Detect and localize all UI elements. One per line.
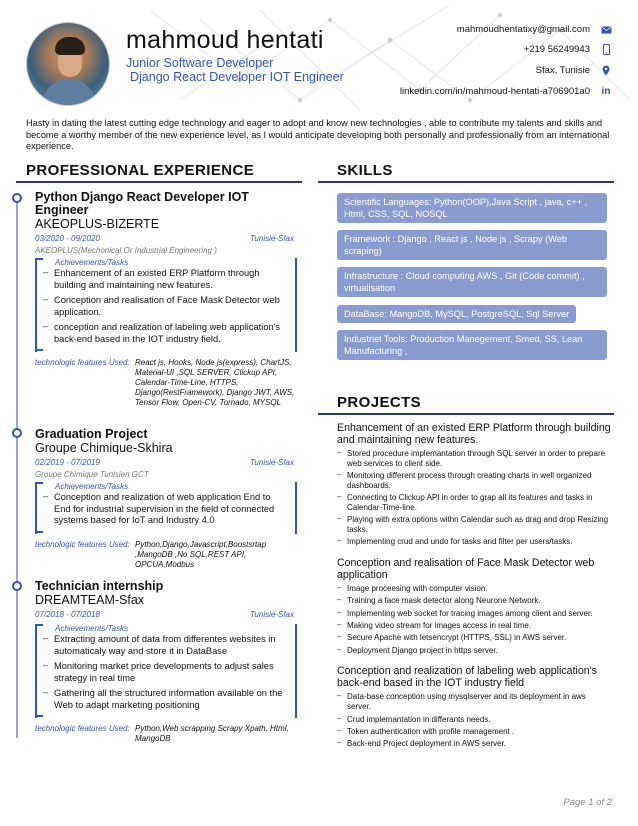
project-item: – Image proceesing with computer vision. xyxy=(337,584,612,594)
experience-entry xyxy=(35,580,297,744)
skills-rule xyxy=(318,181,614,183)
experience-entry xyxy=(35,428,297,570)
phone-text: +219 56249943 xyxy=(523,44,590,55)
project-item: – Stored procedure implemantation through SQL server in order to prepare web services to client side. xyxy=(337,449,612,469)
tech-value: React js, Hooks, Node js(express), ChartJS, Material-UI ,SQL SERVER, Clickup API, Calendar-Time-Line, HTTPS, Django(RestFramework), Django JWT, AWS, Tensor Flow, Open-CV, Tornado, MYSQL xyxy=(135,358,295,407)
task-item: – Conception and realization of web application End to End for industrial supervision in the field of connected systems based for IoT and Industry 4.0 xyxy=(43,492,287,527)
task-item: – Monitoring market price developments to adjust sales strategy in real time xyxy=(43,661,287,684)
envelope-icon xyxy=(600,26,612,34)
project-item: – Back-end Project deployment in AWS server. xyxy=(337,739,612,749)
project-items xyxy=(337,692,612,748)
location-pin-icon xyxy=(600,65,612,76)
tech-label: technologic features Used: xyxy=(35,539,130,549)
project-item: – Connecting to Clickup API in order to grap all its features and tasks in Calendar-Time-line. xyxy=(337,493,612,513)
job-location: Tunisie-Sfax xyxy=(250,234,294,243)
job-meta xyxy=(35,610,297,622)
achievements-label: Achievements/Tasks xyxy=(55,482,129,491)
linkedin-icon: in xyxy=(601,86,611,97)
phone-icon xyxy=(600,44,612,55)
job-dates: 02/2019 - 07/2019 xyxy=(35,458,100,467)
job-title: Graduation Project xyxy=(35,427,148,441)
job-subtitle: Junior Software Developer xyxy=(126,56,274,70)
timeline-dot xyxy=(12,428,22,438)
contact-email[interactable] xyxy=(457,24,612,35)
tech-used xyxy=(35,540,297,570)
skill-badge: DataBase: MangoDB, MySQL, PostgreSQL, Sql Server xyxy=(337,305,576,323)
page-number: Page 1 of 2 xyxy=(563,797,612,808)
job-meta xyxy=(35,234,297,246)
job-meta xyxy=(35,458,297,470)
project-items xyxy=(337,584,612,655)
contact-linkedin[interactable] xyxy=(400,86,612,97)
tech-label: technologic features Used: xyxy=(35,724,130,733)
skill-badge: Infrastructure : Cloud computing AWS , Git (Code commit) , virtualisation xyxy=(337,267,607,297)
experience-timeline xyxy=(16,198,18,738)
project-items xyxy=(337,449,612,547)
resume-header xyxy=(0,0,638,115)
project-item: – Training a face mask detector along Neurone Network. xyxy=(337,596,612,606)
project-item: – Secure Apache with letsencrypt (HTTPS, SSL) in AWS server. xyxy=(337,633,612,643)
job-title: Python Django React Developer IOT Engineer xyxy=(35,190,249,217)
job-company: Groupe Chimique-Skhira xyxy=(35,441,173,455)
project-item: – Token authentication with profile management . xyxy=(337,727,612,737)
task-item: – conception and realization of labeling web application's back-end based in the IOT industry field. xyxy=(43,322,287,345)
job-company: DREAMTEAM-Sfax xyxy=(35,593,145,607)
task-item: – Enhancement of an existed ERP Platform through building and maintaining new features. xyxy=(43,268,287,291)
job-subtitle-2: Django React Developer IOT Engineer xyxy=(130,70,344,84)
email-text: mahmoudhentatixy@gmail.com xyxy=(456,24,590,35)
task-item: – Extracting amount of data from differentes websites in automaticaly way and store it in DataBase xyxy=(43,634,287,657)
tech-value: Python,Django,Javascript,Boostsrtap ,MangoDB ,No SQL,REST API, OPCUA,Modbus xyxy=(135,539,267,569)
profile-summary: Hasty in dating the latest cutting edge technology and eager to adopt and know new technologies , able to contribute my talents and skills and become a worthy member of the new experience level, as I would anticipate developing both personally and professionally from an international experience. xyxy=(26,118,610,151)
timeline-dot xyxy=(12,581,22,591)
candidate-name: mahmoud hentati xyxy=(126,26,324,54)
projects-section-title: PROJECTS xyxy=(337,394,422,411)
job-dates: 03/2020 - 09/2020 xyxy=(35,234,100,243)
project-item: – Implementing web socket for tracing images among client and server. xyxy=(337,609,612,619)
job-dates: 07/2018 - 07/2018 xyxy=(35,610,100,619)
skill-badge: Framework : Django , React js , Node js , Scrapy (Web scraping) xyxy=(337,230,607,260)
tech-label: technologic features Used: xyxy=(35,358,130,367)
job-organization: Groupe Chimique Tunisien GCT xyxy=(35,470,149,479)
profile-photo xyxy=(26,22,110,106)
skill-badge: Scientific Languages: Python(OOP),Java Script , java, c++ , Html, CSS, SQL, NOSQL xyxy=(337,193,607,223)
tech-used xyxy=(35,724,297,744)
project-item: – Monitoring different process through creating charts in well organized dashboards. xyxy=(337,471,612,491)
project-item: – Deployment Django project in https server. xyxy=(337,646,612,656)
task-list xyxy=(43,268,287,345)
job-location: Tunisie-Sfax xyxy=(250,458,294,467)
project-title: Conception and realisation of Face Mask Detector web application xyxy=(337,557,595,582)
achievements-box xyxy=(35,482,297,534)
job-organization: AKEOPLUS(Mechonical Or Industrial Engineering ) xyxy=(35,246,217,255)
tech-used xyxy=(35,358,297,408)
skills-list xyxy=(337,193,607,367)
project-title: Enhancement of an existed ERP Platform through building and maintaining new features. xyxy=(337,422,611,446)
projects-list xyxy=(337,422,612,759)
project-item: – Playing with extra options withn Calendar such as drag and drop Resizing tasks. xyxy=(337,515,612,535)
tech-value: Python,Web scrapping Scrapy Xpath, Html, MangoDB xyxy=(135,724,289,743)
achievements-box xyxy=(35,258,297,352)
experience-section-title: PROFESSIONAL EXPERIENCE xyxy=(26,162,255,179)
achievements-label: Achievements/Tasks xyxy=(55,258,129,267)
linkedin-text: linkedin.com/in/mahmoud-hentati-a706901a0 xyxy=(399,86,590,97)
skill-badge: Industriel Tools: Production Manegement, Smed, SS, Lean Manufacturing , xyxy=(337,330,607,360)
achievements-box xyxy=(35,624,297,718)
projects-rule xyxy=(318,413,614,415)
job-location: Tunisie-Sfax xyxy=(250,610,294,619)
project-item: – Data-base conception using mysqlserver and its deployment in aws server. xyxy=(337,692,612,712)
contact-phone[interactable] xyxy=(524,44,612,55)
task-list xyxy=(43,492,287,527)
project-title: Conception and realization of labeling web application's back-end based in the IOT industry field xyxy=(337,665,597,690)
project-item: – Implementing crud and undo for tasks and filter per users/tasks. xyxy=(337,537,612,547)
timeline-dot xyxy=(12,193,22,203)
achievements-label: Achievements/Tasks xyxy=(55,624,129,633)
task-item: – Gathering all the structured information available on the Web to adapt marketing positioning xyxy=(43,688,287,711)
job-title: Technician internship xyxy=(35,579,164,593)
project-item: – Making video stream for images access in real time. xyxy=(337,621,612,631)
job-company: AKEOPLUS-BIZERTE xyxy=(35,217,160,231)
contact-location xyxy=(536,65,612,76)
experience-entry xyxy=(35,191,297,408)
location-text: Sfax, Tunisie xyxy=(535,65,590,76)
task-item: – Conception and realisation of Face Mask Detector web application. xyxy=(43,295,287,318)
task-list xyxy=(43,634,287,711)
project-item: – Crud implemantation in differants needs. xyxy=(337,715,612,725)
experience-rule xyxy=(16,181,302,183)
skills-section-title: SKILLS xyxy=(337,162,393,179)
